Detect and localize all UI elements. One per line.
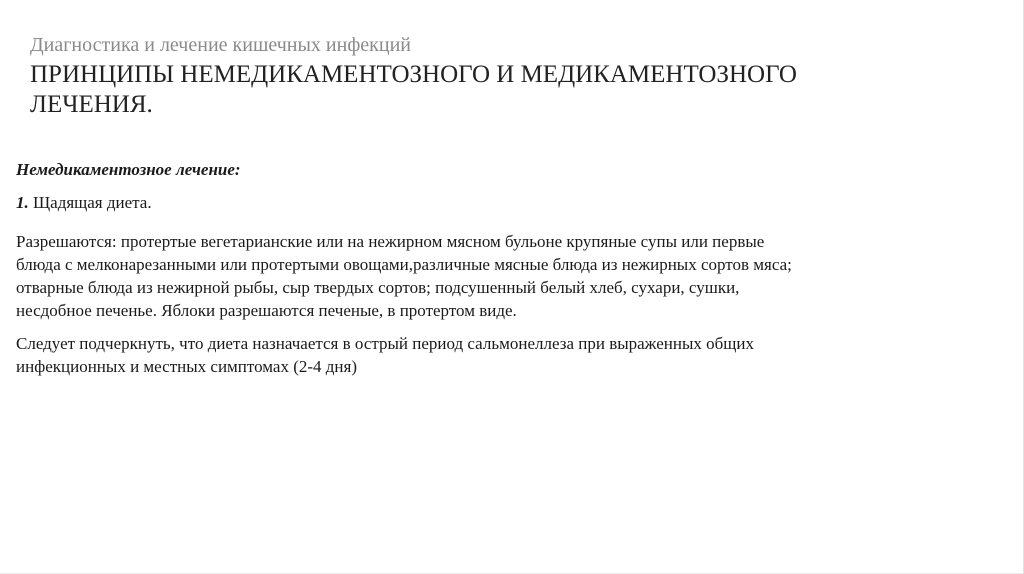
list-item-number: 1.: [16, 193, 29, 212]
section-heading: Немедикаментозное лечение:: [16, 160, 241, 179]
title-line-1: ПРИНЦИПЫ НЕМЕДИКАМЕНТОЗНОГО И МЕДИКАМЕНТОЗНОГО: [30, 61, 797, 88]
paragraph-line: блюда с мелконарезанными или протертыми овощами,различные мясные блюда из нежирных сортов мяса;: [16, 255, 792, 274]
paragraph-line: Следует подчеркнуть, что диета назначается в острый период сальмонеллеза при выраженных общих: [16, 334, 754, 353]
paragraph-line: инфекционных и местных симптомах (2-4 дня): [16, 357, 358, 376]
paragraph-line: отварные блюда из нежирной рыбы, сыр твердых сортов; подсушенный белый хлеб, сухари, сушки,: [16, 278, 740, 297]
paragraph-line: Разрешаются: протертые вегетарианские или на нежирном мясном бульоне крупяные супы или первые: [16, 232, 765, 251]
paragraph-diet-note: [16, 332, 1006, 378]
slide-body: [16, 158, 1006, 388]
title-line-2: ЛЕЧЕНИЯ.: [30, 91, 153, 118]
list-item: [16, 191, 1006, 214]
paragraph-allowed-foods: [16, 230, 1006, 322]
paragraph-line: несдобное печенье. Яблоки разрешаются печеные, в протертом виде.: [16, 301, 517, 320]
list-item-text: Щадящая диета.: [28, 193, 152, 212]
slide-title: [30, 60, 990, 120]
slide-subtitle: Диагностика и лечение кишечных инфекций: [30, 34, 411, 56]
